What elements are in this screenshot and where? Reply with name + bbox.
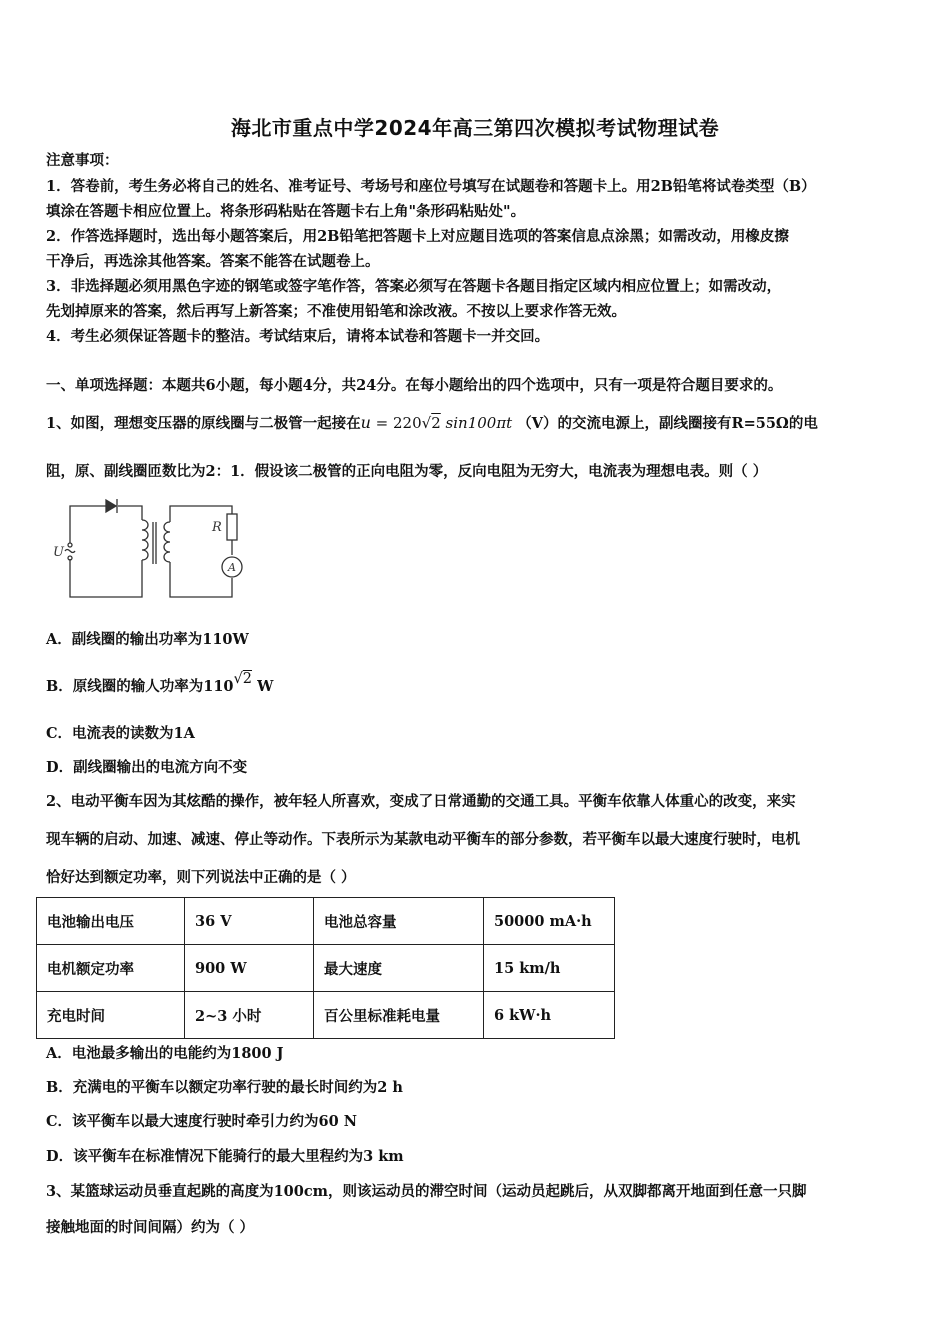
table-cell: 15 km/h	[484, 945, 615, 992]
q2-option-a[interactable]: A．电池最多输出的电能约为1800 J	[46, 1045, 284, 1062]
notice-heading: 注意事项：	[46, 152, 119, 169]
q1-option-b-text: B．原线圈的输人功率为110	[46, 678, 234, 695]
q1-option-b[interactable]: B．原线圈的输人功率为110√2 W	[46, 671, 274, 695]
section-heading: 一、单项选择题：本题共6小题，每小题4分，共24分。在每小题给出的四个选项中，只有一项是符合题目要求的。	[46, 377, 783, 394]
page-title: 海北市重点中学2024年高三第四次模拟考试物理试卷	[230, 116, 720, 140]
question-2-line: 现车辆的启动、加速、减速、停止等动作。下表所示为某款电动平衡车的部分参数，若平衡车以最大速度行驶时，电机	[46, 831, 800, 848]
notice-line: 1．答卷前，考生务必将自己的姓名、准考证号、考场号和座位号填写在试题卷和答题卡上。用2B铅笔将试卷类型（B）	[46, 178, 816, 195]
formula-eq: = 220	[370, 414, 422, 432]
notice-line: 干净后，再选涂其他答案。答案不能答在试题卷上。	[46, 253, 380, 270]
question-3-line: 3、某篮球运动员垂直起跳的高度为100cm，则该运动员的滞空时间（运动员起跳后，从双脚都离开地面到任意一只脚	[46, 1183, 807, 1200]
table-cell: 50000 mA·h	[484, 898, 615, 945]
balance-scooter-parameter-table	[36, 897, 615, 1039]
q2-option-b[interactable]: B．充满电的平衡车以额定功率行驶的最长时间约为2 h	[46, 1079, 403, 1096]
q2-option-c[interactable]: C．该平衡车以最大速度行驶时牵引力约为60 N	[46, 1113, 358, 1130]
table-cell: 2~3 小时	[185, 992, 314, 1039]
q1-option-b-unit: W	[257, 678, 274, 695]
table-cell: 900 W	[185, 945, 314, 992]
formula-sin: sin100πt	[440, 414, 513, 432]
table-row	[37, 945, 615, 992]
question-2-line: 2、电动平衡车因为其炫酷的操作，被年轻人所喜欢，变成了日常通勤的交通工具。平衡车依靠人体重心的改变，来实	[46, 793, 796, 810]
label-ammeter: A	[228, 561, 236, 574]
table-cell: 电池总容量	[314, 898, 484, 945]
q1-option-d[interactable]: D．副线圈输出的电流方向不变	[46, 759, 248, 776]
transformer-circuit-diagram	[46, 492, 246, 604]
q1-prefix: 1、如图，理想变压器的原线圈与二极管一起接在	[46, 415, 361, 432]
question-3-line: 接触地面的时间间隔）约为（ ）	[46, 1219, 255, 1236]
notice-line: 填涂在答题卡相应位置上。将条形码粘贴在答题卡右上角"条形码粘贴处"。	[46, 203, 526, 220]
notice-line: 4．考生必须保证答题卡的整洁。考试结束后，请将本试卷和答题卡一并交回。	[46, 328, 550, 345]
question-2-line: 恰好达到额定功率，则下列说法中正确的是（ ）	[46, 869, 356, 886]
notice-line: 2．作答选择题时，选出每小题答案后，用2B铅笔把答题卡上对应题目选项的答案信息点涂黑；如需改动，用橡皮擦	[46, 228, 789, 245]
q1-option-a[interactable]: A．副线圈的输出功率为110W	[46, 631, 249, 648]
q1-option-c[interactable]: C．电流表的读数为1A	[46, 725, 195, 742]
table-cell: 电机额定功率	[37, 945, 185, 992]
table-cell: 36 V	[185, 898, 314, 945]
label-u: U	[53, 545, 64, 560]
question-1-line-1: 1、如图，理想变压器的原线圈与二极管一起接在u = 220√2 sin100πt （V）的交流电源上，副线圈接有R=55Ω的电	[46, 413, 818, 432]
question-1-line-2: 阻，原、副线圈匝数比为2：1．假设该二极管的正向电阻为零，反向电阻为无穷大，电流表为理想电表。则（ ）	[46, 463, 768, 480]
table-cell: 6 kW·h	[484, 992, 615, 1039]
notice-line: 先划掉原来的答案，然后再写上新答案；不准使用铅笔和涂改液。不按以上要求作答无效。	[46, 303, 626, 320]
q2-option-d[interactable]: D．该平衡车在标准情况下能骑行的最大里程约为3 km	[46, 1148, 404, 1165]
table-row	[37, 898, 615, 945]
formula-sqrt: 2	[431, 414, 441, 432]
notice-line: 3．非选择题必须用黑色字迹的钢笔或签字笔作答，答案必须写在答题卡各题目指定区域内相应位置上；如需改动，	[46, 278, 782, 295]
formula-u: u	[360, 413, 371, 432]
q1-suffix: （V）的交流电源上，副线圈接有R=55Ω的电	[517, 415, 818, 432]
q1-option-b-sqrt: 2	[242, 671, 253, 687]
label-r: R	[212, 520, 222, 535]
table-row	[37, 992, 615, 1039]
table-cell: 电池输出电压	[37, 898, 185, 945]
table-cell: 百公里标准耗电量	[314, 992, 484, 1039]
table-cell: 最大速度	[314, 945, 484, 992]
table-cell: 充电时间	[37, 992, 185, 1039]
